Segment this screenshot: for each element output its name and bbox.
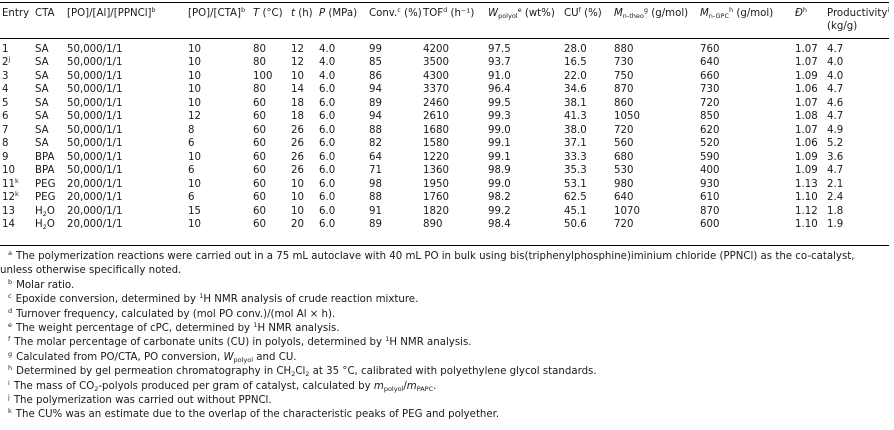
cell-wpolyol: 99.0 [488, 124, 511, 136]
cell-tof: 1820 [423, 205, 449, 217]
cell-dispersity: 1.07 [795, 57, 818, 69]
cell-time: 12 [291, 43, 304, 55]
cell-ratio-po-al-ppncl: 50,000/1/1 [67, 124, 123, 136]
cell-conversion: 89 [369, 219, 382, 231]
cell-mn-gpc: 600 [700, 219, 720, 231]
cell-wpolyol: 99.1 [488, 151, 511, 163]
cell-cta: PEG [35, 192, 56, 204]
cell-productivity: 1.9 [827, 219, 844, 231]
cell-conversion: 94 [369, 111, 382, 123]
cell-dispersity: 1.13 [795, 178, 818, 190]
cell-dispersity: 1.09 [795, 165, 818, 177]
cell-time: 20 [291, 219, 304, 231]
cell-time: 26 [291, 165, 304, 177]
col-header-tof: TOF$^d$ (h⁻¹) [423, 6, 475, 19]
cell-entry: 10 [2, 165, 15, 177]
cell-mn-gpc: 930 [700, 178, 720, 190]
table-row [0, 137, 890, 151]
cell-entry: 7 [2, 124, 9, 136]
cell-productivity: 4.0 [827, 57, 844, 69]
cell-wpolyol: 99.1 [488, 138, 511, 150]
footnote-marker: k [14, 176, 19, 185]
cell-ratio-po-cta: 10 [188, 70, 201, 82]
cell-wpolyol: 98.4 [488, 219, 511, 231]
table-row [0, 97, 890, 111]
cell-dispersity: 1.10 [795, 219, 818, 231]
col-header-productivity: Productivity$^i$ (kg/g) [827, 6, 890, 32]
cell-temperature: 60 [253, 165, 266, 177]
cell-conversion: 99 [369, 43, 382, 55]
col-header-cu: $CU^f$ (%) [564, 6, 602, 19]
cell-productivity: 4.7 [827, 165, 844, 177]
cell-mn-theo: 1050 [614, 111, 640, 123]
cell-conversion: 71 [369, 165, 382, 177]
cell-conversion: 88 [369, 124, 382, 136]
cell-ratio-po-al-ppncl: 50,000/1/1 [67, 151, 123, 163]
table-row [0, 56, 890, 70]
cell-conversion: 98 [369, 178, 382, 190]
cell-ratio-po-al-ppncl: 20,000/1/1 [67, 219, 123, 231]
cell-tof: 3500 [423, 57, 449, 69]
cell-entry: 6 [2, 111, 9, 123]
table-row [0, 164, 890, 178]
col-header-wpolyol: $W_{polyol}^e$ (wt%) [488, 6, 555, 20]
cell-cu: 41.3 [564, 111, 587, 123]
cell-temperature: 100 [253, 70, 273, 82]
cell-mn-theo: 860 [614, 97, 634, 109]
cell-cta: BPA [35, 151, 55, 163]
cell-ratio-po-al-ppncl: 50,000/1/1 [67, 97, 123, 109]
cell-ratio-po-cta: 10 [188, 84, 201, 96]
cell-ratio-po-al-ppncl: 50,000/1/1 [67, 43, 123, 55]
cell-tof: 3370 [423, 84, 449, 96]
table-row [0, 110, 890, 124]
col-header-dispersity: $Đ^h$ [795, 6, 808, 19]
cell-mn-theo: 870 [614, 84, 634, 96]
cell-productivity: 4.0 [827, 70, 844, 82]
table-row [0, 218, 890, 232]
cell-cu: 16.5 [564, 57, 587, 69]
cell-tof: 1950 [423, 178, 449, 190]
footnote-c: $^c$ Epoxide conversion, determined by $^1$H NMR analysis of crude reaction mixture. [8, 292, 419, 306]
cell-conversion: 82 [369, 138, 382, 150]
cell-time: 10 [291, 70, 304, 82]
cell-entry: 11$^k$ [2, 176, 19, 190]
cell-pressure: 6.0 [319, 165, 336, 177]
cell-productivity: 3.6 [827, 151, 844, 163]
col-header-pressure: P (MPa) [319, 8, 358, 19]
cell-mn-theo: 530 [614, 165, 634, 177]
cell-mn-gpc: 760 [700, 43, 720, 55]
cell-cu: 53.1 [564, 178, 587, 190]
table-body [0, 38, 890, 232]
cell-pressure: 6.0 [319, 151, 336, 163]
cell-pressure: 6.0 [319, 111, 336, 123]
col-header-ratio-po-cta: [PO]/[CTA]$^b$ [188, 6, 246, 19]
cell-wpolyol: 97.5 [488, 43, 511, 55]
cell-productivity: 5.2 [827, 138, 844, 150]
col-header-time: t (h) [291, 8, 313, 19]
cell-ratio-po-cta: 10 [188, 97, 201, 109]
footnote-j: $^j$ The polymerization was carried out without PPNCl. [8, 393, 272, 407]
cell-cu: 33.3 [564, 151, 587, 163]
cell-temperature: 60 [253, 124, 266, 136]
cell-temperature: 80 [253, 57, 266, 69]
footnote-marker: j [8, 55, 11, 64]
cell-pressure: 4.0 [319, 57, 336, 69]
footnote-e: $^e$ The weight percentage of cPC, determined by $^1$H NMR analysis. [8, 321, 340, 335]
cell-ratio-po-cta: 10 [188, 219, 201, 231]
cell-tof: 1360 [423, 165, 449, 177]
cell-wpolyol: 96.4 [488, 84, 511, 96]
cell-conversion: 89 [369, 97, 382, 109]
cell-entry: 2$^j$ [2, 55, 11, 69]
cell-temperature: 60 [253, 97, 266, 109]
cell-cu: 28.0 [564, 43, 587, 55]
cell-cu: 34.6 [564, 84, 587, 96]
table-row [0, 83, 890, 97]
cell-mn-gpc: 520 [700, 138, 720, 150]
cell-ratio-po-al-ppncl: 20,000/1/1 [67, 192, 123, 204]
cell-ratio-po-cta: 6 [188, 192, 195, 204]
footnote-a: $^a$ The polymerization reactions were carried out in a 75 mL autoclave with 40 mL PO in bulk using bis(triphenylphosphine)iminium chloride (PPNCl) as the co-catalyst, [8, 249, 855, 262]
cell-temperature: 80 [253, 84, 266, 96]
cell-cta: SA [35, 138, 49, 150]
cell-productivity: 4.7 [827, 43, 844, 55]
cell-cta: SA [35, 84, 49, 96]
cell-wpolyol: 99.3 [488, 111, 511, 123]
footnote-h: $^h$ Determined by gel permeation chromatography in $CH_2Cl_2$ at 35 °C, calibrated with polyethylene glycol standards. [8, 364, 597, 379]
cell-productivity: 4.7 [827, 84, 844, 96]
table-row [0, 124, 890, 138]
cell-mn-gpc: 870 [700, 205, 720, 217]
cell-entry: 5 [2, 97, 9, 109]
cell-mn-gpc: 610 [700, 192, 720, 204]
col-header-cta: CTA [35, 8, 55, 19]
cell-time: 10 [291, 192, 304, 204]
cell-tof: 2460 [423, 97, 449, 109]
cell-cta: SA [35, 124, 49, 136]
col-header-conversion: Conv.$^c$ (%) [369, 6, 422, 19]
cell-mn-gpc: 620 [700, 124, 720, 136]
cell-wpolyol: 99.0 [488, 178, 511, 190]
cell-temperature: 60 [253, 138, 266, 150]
cell-mn-theo: 720 [614, 219, 634, 231]
cell-temperature: 60 [253, 205, 266, 217]
cell-entry: 8 [2, 138, 9, 150]
cell-cu: 62.5 [564, 192, 587, 204]
table-row [0, 178, 890, 192]
footnote-marker: k [14, 190, 19, 199]
cell-entry: 14 [2, 219, 15, 231]
cell-time: 26 [291, 138, 304, 150]
cell-pressure: 6.0 [319, 205, 336, 217]
cell-mn-gpc: 590 [700, 151, 720, 163]
cell-cu: 38.0 [564, 124, 587, 136]
cell-ratio-po-al-ppncl: 20,000/1/1 [67, 178, 123, 190]
cell-tof: 1760 [423, 192, 449, 204]
cell-conversion: 91 [369, 205, 382, 217]
cell-cu: 45.1 [564, 205, 587, 217]
cell-pressure: 6.0 [319, 192, 336, 204]
cell-productivity: 2.1 [827, 178, 844, 190]
col-header-ratio-po-al-ppncl: [PO]/[Al]/[PPNCl]$^b$ [67, 6, 156, 19]
cell-mn-theo: 880 [614, 43, 634, 55]
cell-productivity: 4.9 [827, 124, 844, 136]
table-row [0, 191, 890, 205]
footnote-d: $^d$ Turnover frequency, calculated by (mol PO conv.)/(mol Al × h). [8, 306, 336, 320]
cell-temperature: 60 [253, 111, 266, 123]
cell-mn-theo: 730 [614, 57, 634, 69]
cell-wpolyol: 91.0 [488, 70, 511, 82]
cell-mn-gpc: 730 [700, 84, 720, 96]
cell-ratio-po-al-ppncl: 20,000/1/1 [67, 205, 123, 217]
cell-tof: 2610 [423, 111, 449, 123]
cell-wpolyol: 98.2 [488, 192, 511, 204]
table-row [0, 70, 890, 84]
cell-dispersity: 1.07 [795, 124, 818, 136]
cell-ratio-po-cta: 8 [188, 124, 195, 136]
cell-pressure: 6.0 [319, 97, 336, 109]
cell-conversion: 85 [369, 57, 382, 69]
cell-tof: 1680 [423, 124, 449, 136]
cell-mn-gpc: 850 [700, 111, 720, 123]
cell-mn-gpc: 720 [700, 97, 720, 109]
table-bottom-rule [0, 245, 889, 246]
cell-time: 26 [291, 151, 304, 163]
cell-temperature: 80 [253, 43, 266, 55]
cell-cta: $H_2O$ [35, 205, 55, 218]
cell-productivity: 2.4 [827, 192, 844, 204]
cell-mn-gpc: 400 [700, 165, 720, 177]
cell-time: 18 [291, 111, 304, 123]
cell-tof: 4200 [423, 43, 449, 55]
cell-mn-theo: 680 [614, 151, 634, 163]
col-header-mn-gpc: $M_{n-GPC}^h$ (g/mol) [700, 6, 774, 20]
cell-ratio-po-al-ppncl: 50,000/1/1 [67, 70, 123, 82]
footnote-a-continued: unless otherwise specifically noted. [0, 265, 182, 277]
cell-temperature: 60 [253, 178, 266, 190]
col-header-mn-theo: $M_{n-theo}^g$ (g/mol) [614, 6, 689, 20]
cell-cu: 22.0 [564, 70, 587, 82]
cell-ratio-po-cta: 10 [188, 178, 201, 190]
cell-time: 14 [291, 84, 304, 96]
footnote-b: $^b$ Molar ratio. [8, 277, 75, 291]
cell-ratio-po-al-ppncl: 50,000/1/1 [67, 165, 123, 177]
cell-mn-theo: 980 [614, 178, 634, 190]
cell-pressure: 4.0 [319, 43, 336, 55]
cell-cu: 35.3 [564, 165, 587, 177]
cell-cta: $H_2O$ [35, 219, 55, 232]
table-header-row [0, 3, 890, 38]
cell-pressure: 6.0 [319, 124, 336, 136]
cell-ratio-po-cta: 12 [188, 111, 201, 123]
footnote-k: $^k$ The CU% was an estimate due to the overlap of the characteristic peaks of PEG and polyether. [8, 407, 500, 421]
cell-conversion: 64 [369, 151, 382, 163]
cell-tof: 1580 [423, 138, 449, 150]
col-header-entry: Entry [2, 8, 30, 19]
cell-ratio-po-al-ppncl: 50,000/1/1 [67, 111, 123, 123]
cell-dispersity: 1.07 [795, 97, 818, 109]
cell-pressure: 6.0 [319, 84, 336, 96]
cell-ratio-po-al-ppncl: 50,000/1/1 [67, 84, 123, 96]
footnote-g: $^g$ Calculated from PO/CTA, PO conversion, $W_{polyol}$ and CU. [8, 349, 297, 364]
cell-entry: 9 [2, 151, 9, 163]
cell-cta: SA [35, 70, 49, 82]
table-row [0, 205, 890, 219]
cell-pressure: 4.0 [319, 70, 336, 82]
cell-ratio-po-al-ppncl: 50,000/1/1 [67, 138, 123, 150]
cell-ratio-po-cta: 15 [188, 205, 201, 217]
polymerization-results-table [0, 3, 890, 232]
cell-conversion: 88 [369, 192, 382, 204]
cell-entry: 3 [2, 70, 9, 82]
cell-entry: 4 [2, 84, 9, 96]
cell-pressure: 6.0 [319, 178, 336, 190]
cell-temperature: 60 [253, 151, 266, 163]
cell-cu: 38.1 [564, 97, 587, 109]
cell-entry: 13 [2, 205, 15, 217]
table-row [0, 151, 890, 165]
cell-cta: SA [35, 43, 49, 55]
cell-wpolyol: 99.5 [488, 97, 511, 109]
cell-cta: PEG [35, 178, 56, 190]
cell-dispersity: 1.09 [795, 70, 818, 82]
cell-mn-theo: 640 [614, 192, 634, 204]
cell-mn-theo: 1070 [614, 205, 640, 217]
cell-productivity: 4.6 [827, 97, 844, 109]
cell-mn-theo: 560 [614, 138, 634, 150]
col-header-temperature: T (°C) [253, 8, 283, 19]
cell-time: 10 [291, 178, 304, 190]
cell-mn-theo: 750 [614, 70, 634, 82]
cell-ratio-po-cta: 10 [188, 43, 201, 55]
cell-time: 26 [291, 124, 304, 136]
cell-temperature: 60 [253, 192, 266, 204]
cell-ratio-po-cta: 10 [188, 151, 201, 163]
cell-entry: 12$^k$ [2, 190, 19, 204]
cell-ratio-po-cta: 10 [188, 57, 201, 69]
cell-pressure: 6.0 [319, 219, 336, 231]
footnote-i: $^i$ The mass of $CO_2$-polyols produced per gram of catalyst, calculated by $m_{polyol}/m_{PAPC}$. [8, 378, 437, 393]
cell-mn-gpc: 660 [700, 70, 720, 82]
cell-tof: 890 [423, 219, 443, 231]
cell-conversion: 86 [369, 70, 382, 82]
table-row [0, 38, 890, 56]
cell-ratio-po-cta: 6 [188, 138, 195, 150]
cell-cta: SA [35, 57, 49, 69]
cell-productivity: 1.8 [827, 205, 844, 217]
cell-temperature: 60 [253, 219, 266, 231]
cell-wpolyol: 98.9 [488, 165, 511, 177]
cell-wpolyol: 99.2 [488, 205, 511, 217]
cell-mn-gpc: 640 [700, 57, 720, 69]
cell-dispersity: 1.06 [795, 84, 818, 96]
cell-tof: 1220 [423, 151, 449, 163]
cell-cu: 37.1 [564, 138, 587, 150]
cell-productivity: 4.7 [827, 111, 844, 123]
cell-mn-theo: 720 [614, 124, 634, 136]
cell-pressure: 6.0 [319, 138, 336, 150]
footnote-f: $^f$ The molar percentage of carbonate units (CU) in polyols, determined by $^1$H NMR analysis. [8, 335, 472, 349]
cell-cta: SA [35, 111, 49, 123]
cell-dispersity: 1.06 [795, 138, 818, 150]
cell-ratio-po-cta: 6 [188, 165, 195, 177]
cell-cta: BPA [35, 165, 55, 177]
cell-dispersity: 1.08 [795, 111, 818, 123]
cell-time: 12 [291, 57, 304, 69]
cell-dispersity: 1.10 [795, 192, 818, 204]
cell-dispersity: 1.12 [795, 205, 818, 217]
cell-time: 18 [291, 97, 304, 109]
table-footnotes [0, 250, 889, 423]
cell-cta: SA [35, 97, 49, 109]
cell-tof: 4300 [423, 70, 449, 82]
cell-dispersity: 1.09 [795, 151, 818, 163]
cell-conversion: 94 [369, 84, 382, 96]
cell-ratio-po-al-ppncl: 50,000/1/1 [67, 57, 123, 69]
cell-time: 10 [291, 205, 304, 217]
cell-wpolyol: 93.7 [488, 57, 511, 69]
cell-entry: 1 [2, 43, 9, 55]
cell-dispersity: 1.07 [795, 43, 818, 55]
cell-cu: 50.6 [564, 219, 587, 231]
